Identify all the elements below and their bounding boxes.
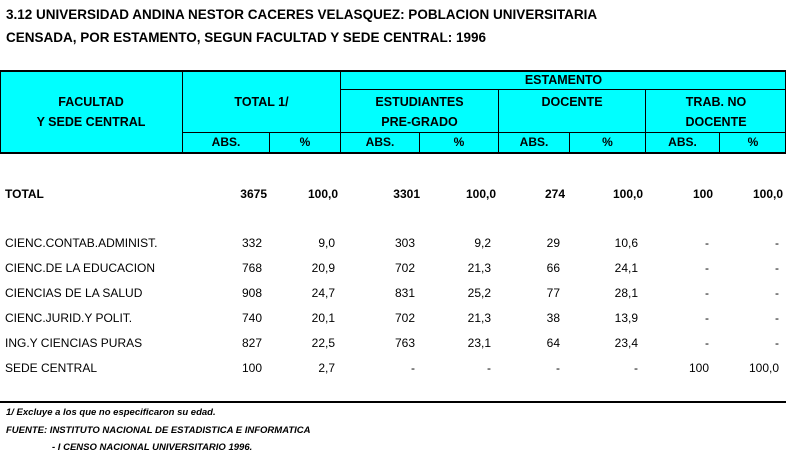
footnote-source: FUENTE: INSTITUTO NACIONAL DE ESTADISTICA E INFORMATICA [6,425,311,436]
cell-trab-pct: - [775,261,779,275]
cell-docente-pct: 23,4 [614,336,638,350]
cell-docente-pct: - [634,361,638,375]
table-row [0,308,786,328]
cell-docente-pct: 24,1 [614,261,638,275]
cell-trab-pct: 100,0 [752,187,783,201]
cell-total-abs: 768 [241,261,262,275]
cell-total-abs: 100 [241,361,262,375]
subheader-docente-pct: % [602,135,613,149]
table-bottom-rule [0,401,786,403]
subheader-total-pct: % [299,135,311,149]
cell-estudiantes-abs: 3301 [393,187,420,201]
cell-trab-abs: 100 [692,187,713,201]
table-title-line-1: 3.12 UNIVERSIDAD ANDINA NESTOR CACERES VELASQUEZ: POBLACION UNIVERSITARIA [6,7,598,22]
cell-total-abs: 908 [241,286,262,300]
header-docente: DOCENTE [541,95,603,109]
cell-docente-pct: 10,6 [614,236,638,250]
cell-total-abs: 332 [241,236,262,250]
table-row [0,333,786,353]
cell-trab-abs: - [705,261,709,275]
cell-trab-abs: - [705,336,709,350]
header-facultad-line-1: FACULTAD [58,95,124,109]
cell-estudiantes-abs: 702 [394,311,415,325]
header-trab-line-1: TRAB. NO [685,95,747,109]
cell-total-pct: 24,7 [311,286,335,300]
row-label: ING.Y CIENCIAS PURAS [5,336,143,350]
table-row-total [0,184,786,204]
divider-estamento-line [340,89,786,90]
cell-trab-pct: - [775,336,779,350]
cell-total-pct: 20,1 [311,311,335,325]
cell-docente-abs: 274 [544,187,565,201]
cell-trab-abs: 100 [688,361,709,375]
cell-total-pct: 9,0 [318,236,335,250]
cell-trab-pct: 100,0 [748,361,779,375]
cell-estudiantes-pct: - [487,361,491,375]
cell-docente-abs: 66 [546,261,560,275]
header-estudiantes-line-1: ESTUDIANTES [375,95,464,109]
footnote-census: - I CENSO NACIONAL UNIVERSITARIO 1996. [52,442,253,453]
cell-total-pct: 22,5 [311,336,335,350]
row-label: TOTAL [5,187,44,201]
cell-total-abs: 3675 [240,187,267,201]
row-label: CIENC.JURID.Y POLIT. [5,311,133,325]
header-estamento: ESTAMENTO [524,73,603,87]
header-total: TOTAL 1/ [234,95,289,109]
cell-estudiantes-pct: 21,3 [467,311,491,325]
cell-estudiantes-pct: 23,1 [467,336,491,350]
cell-docente-pct: 28,1 [614,286,638,300]
cell-trab-pct: - [775,236,779,250]
cell-total-pct: 2,7 [318,361,335,375]
cell-estudiantes-abs: 702 [394,261,415,275]
cell-docente-pct: 13,9 [614,311,638,325]
header-estudiantes-line-2: PRE-GRADO [381,115,458,129]
cell-docente-abs: 38 [546,311,560,325]
cell-docente-pct: 100,0 [612,187,643,201]
cell-docente-abs: - [556,361,560,375]
cell-trab-abs: - [705,311,709,325]
cell-docente-abs: 77 [546,286,560,300]
cell-estudiantes-abs: - [411,361,415,375]
cell-trab-abs: - [705,236,709,250]
row-label: CIENCIAS DE LA SALUD [5,286,143,300]
cell-docente-abs: 29 [546,236,560,250]
subheader-estudiantes-pct: % [453,135,465,149]
cell-estudiantes-abs: 303 [394,236,415,250]
footnote-1: 1/ Excluye a los que no especificaron su edad. [6,407,216,418]
table-row [0,358,786,378]
subheader-docente-abs: ABS. [519,135,549,149]
cell-estudiantes-abs: 831 [394,286,415,300]
subheader-total-abs: ABS. [211,135,241,149]
cell-estudiantes-abs: 763 [394,336,415,350]
header-facultad-line-2: Y SEDE CENTRAL [36,115,146,129]
table-row [0,258,786,278]
cell-docente-abs: 64 [546,336,560,350]
cell-estudiantes-pct: 100,0 [465,187,496,201]
cell-trab-pct: - [775,311,779,325]
header-bottom-border [0,152,786,154]
cell-total-pct: 100,0 [307,187,338,201]
cell-trab-abs: - [705,286,709,300]
subheader-trab-pct: % [747,135,759,149]
table-title-line-2: CENSADA, POR ESTAMENTO, SEGUN FACULTAD Y SEDE CENTRAL: 1996 [6,30,487,45]
table-row [0,283,786,303]
row-label: CIENC.CONTAB.ADMINIST. [5,236,158,250]
cell-total-abs: 740 [241,311,262,325]
table-row [0,233,786,253]
cell-total-pct: 20,9 [311,261,335,275]
cell-estudiantes-pct: 25,2 [467,286,491,300]
cell-trab-pct: - [775,286,779,300]
row-label: CIENC.DE LA EDUCACION [5,261,156,275]
cell-estudiantes-pct: 9,2 [474,236,491,250]
row-label: SEDE CENTRAL [5,361,98,375]
subheader-estudiantes-abs: ABS. [365,135,395,149]
header-trab-line-2: DOCENTE [685,115,747,129]
cell-total-abs: 827 [241,336,262,350]
header-left-border [0,70,1,154]
cell-estudiantes-pct: 21,3 [467,261,491,275]
subheader-trab-abs: ABS. [668,135,697,149]
